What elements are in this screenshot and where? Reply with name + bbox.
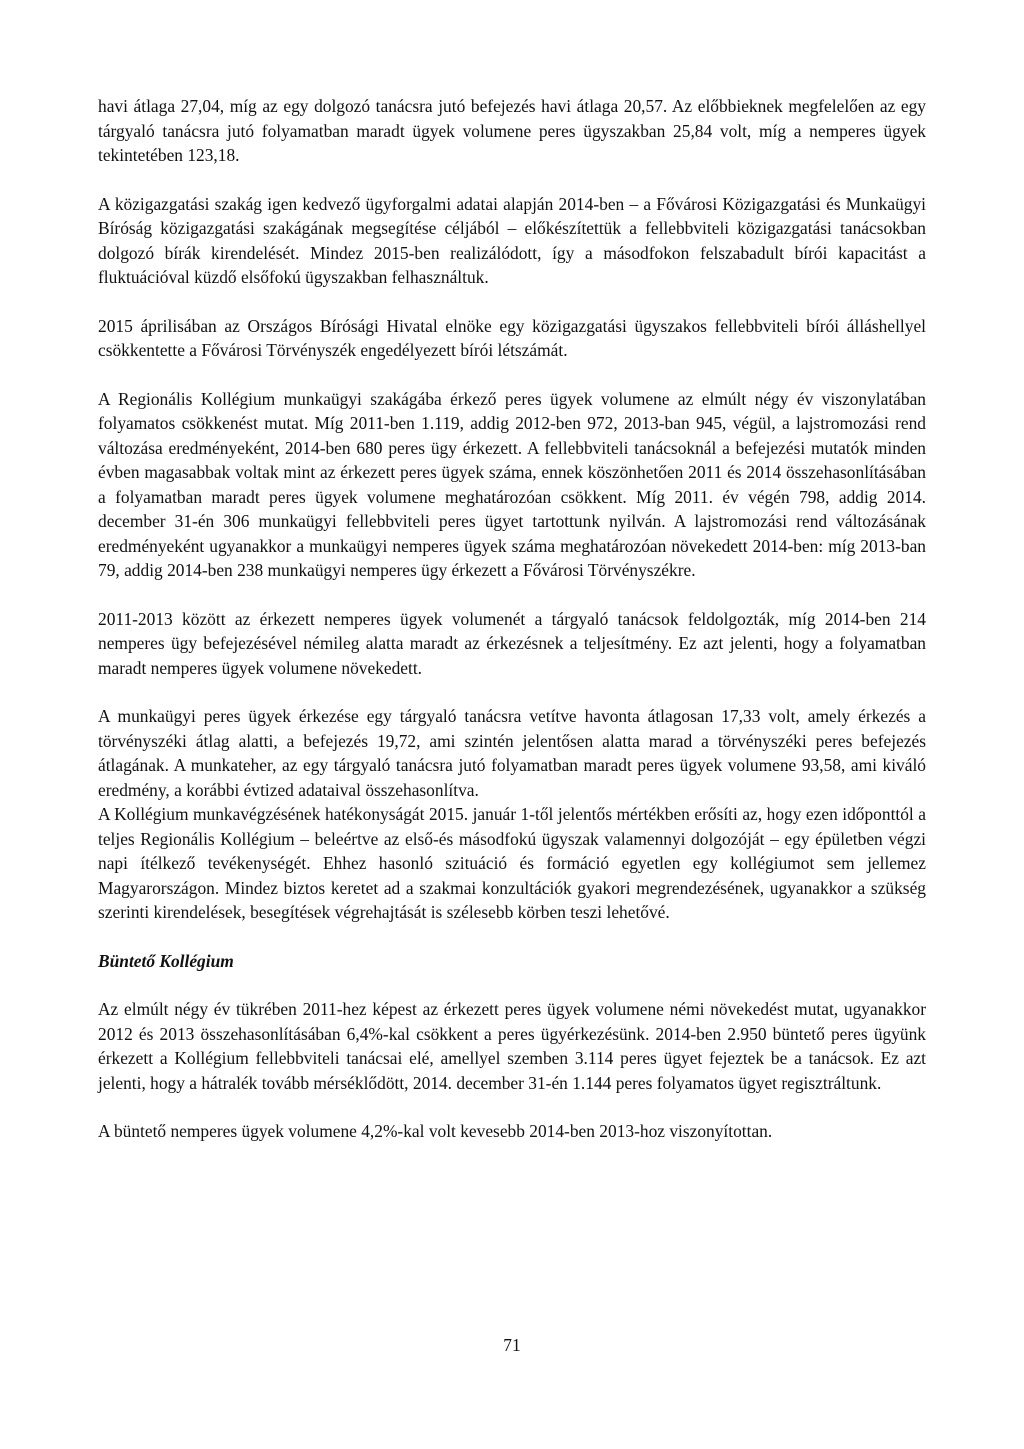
paragraph-5: 2011-2013 között az érkezett nemperes ügyek volumenét a tárgyaló tanácsok feldolgozták, míg 2014-ben 214 nemperes ügy befejezésével némileg alatta maradt az érkezésnek a teljesítmény. Ez azt jelenti, hogy a folyamatban maradt nemperes ügyek volumene növekedett. [98,608,926,678]
paragraph-6: A munkaügyi peres ügyek érkezése egy tárgyaló tanácsra vetítve havonta átlagosan 17,33 volt, amely érkezés a törvényszéki átlag alatti, a befejezés 19,72, ami szintén jelentősen alatta marad a törvényszéki peres befejezés átlagának. A munkateher, az egy tárgyaló tanácsra jutó folyamatban maradt peres ügyek volumene 93,58, ami kiváló eredmény, a korábbi évtized adataival összehasonlítva. [98,706,926,800]
paragraph-3: 2015 áprilisában az Országos Bírósági Hivatal elnöke egy közigazgatási ügyszakos fellebbviteli bírói álláshellyel csökkentette a Fővárosi Törvényszék engedélyezett bírói létszámát. [98,315,926,360]
section-heading: Büntető Kollégium [98,950,234,971]
paragraph-7: A Kollégium munkavégzésének hatékonyságát 2015. január 1-től jelentős mértékben erősíti az, hogy ezen időponttól a teljes Regionális Kollégium – beleértve az első-és másodfokú ügyszak valamennyi dolgozóját – egy épületben végzi napi ítélkező tevékenységét. Ehhez hasonló szituáció és formáció egyetlen egy kollégiumot sem jellemez Magyarországon. Mindez biztos keretet ad a szakmai konzultációk gyakori megrendezésének, ugyanakkor a szükség szerinti kirendelések, besegítések végrehajtását is szélesebb körben teszi lehetővé. [98,804,926,922]
document-page [98,94,926,1168]
paragraph-4: A Regionális Kollégium munkaügyi szakágába érkező peres ügyek volumene az elmúlt négy év viszonylatában folyamatos csökkenést mutat. Míg 2011-ben 1.119, addig 2012-ben 972, 2013-ban 945, végül, a lajstromozási rend változása eredményeként, 2014-ben 680 peres ügy érkezett. A fellebbviteli tanácsoknál a befejezési mutatók minden évben magasabbak voltak mint az érkezett peres ügyek száma, ennek köszönhetően 2011 és 2014 összehasonlításában a folyamatban maradt peres ügyek volumene meghatározóan csökkent. Míg 2011. év végén 798, addig 2014. december 31-én 306 munkaügyi fellebbviteli peres ügyet tartottunk nyilván. A lajstromozási rend változásának eredményeként ugyanakkor a munkaügyi nemperes ügyek száma meghatározóan növekedett 2014-ben: míg 2013-ban 79, addig 2014-ben 238 munkaügyi nemperes ügy érkezett a Fővárosi Törvényszékre. [98,388,926,580]
paragraph-1: havi átlaga 27,04, míg az egy dolgozó tanácsra jutó befejezés havi átlaga 20,57. Az előbbieknek megfelelően az egy tárgyaló tanácsra jutó folyamatban maradt ügyek volumene peres ügyszakban 25,84 volt, míg a nemperes ügyek tekintetében 123,18. [98,96,926,165]
paragraph-2: A közigazgatási szakág igen kedvező ügyforgalmi adatai alapján 2014-ben – a Fővárosi Közigazgatási és Munkaügyi Bíróság közigazgatási szakágának megsegítése céljából – előkészítettük a fellebbviteli közigazgatási tanácsokban dolgozó bírák kirendelését. Mindez 2015-ben realizálódott, így a másodfokon felszabadult bírói kapacitást a fluktuációval küzdő elsőfokú ügyszakban felhasználtuk. [98,193,926,287]
section-paragraph-1: Az elmúlt négy év tükrében 2011-hez képest az érkezett peres ügyek volumene némi növekedést mutat, ugyanakkor 2012 és 2013 összehasonlításában 6,4%-kal csökkent a peres ügyérkezésünk. 2014-ben 2.950 büntető peres ügyünk érkezett a Kollégium fellebbviteli tanácsai elé, amellyel szemben 3.114 peres ügyet fejeztek be a tanácsok. Ez azt jelenti, hogy a hátralék tovább mérséklődött, 2014. december 31-én 1.144 peres folyamatos ügyet regisztráltunk. [98,999,926,1093]
page-number: 71 [503,1335,521,1355]
section-paragraph-2: A büntető nemperes ügyek volumene 4,2%-kal volt kevesebb 2014-ben 2013-hoz viszonyítottan. [98,1121,773,1141]
